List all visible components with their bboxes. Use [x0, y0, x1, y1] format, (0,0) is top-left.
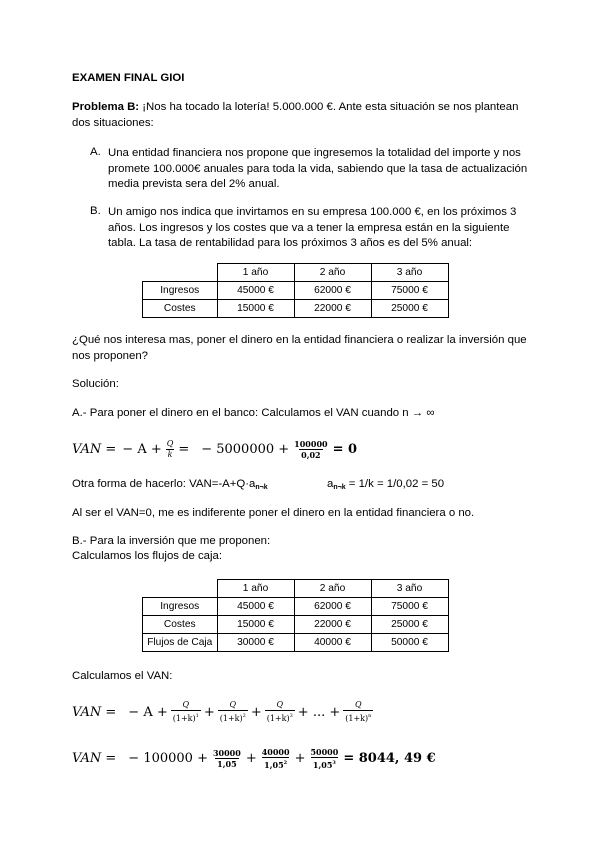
option-b-text: Un amigo nos indica que invirtamos en su empresa 100.000 €, en los próximos 3 años. Los ingresos y los costes que va a tener la empresa están en la siguiente tabla. La tasa de rentabilidad para los próximos 3 años es del 5% anual: — [108, 206, 517, 249]
table-corner — [143, 580, 218, 598]
table-cell: 62000 € — [294, 598, 371, 616]
problem-label: Problema B: — [72, 101, 140, 113]
table-cell: 25000 € — [371, 300, 448, 318]
table-cell: Ingresos — [143, 598, 218, 616]
option-a-marker: A. — [90, 146, 101, 158]
table-row — [143, 598, 449, 616]
table-cell: 45000 € — [217, 282, 294, 300]
van-label: Calculamos el VAN: — [72, 670, 173, 682]
van-general-equation: VAN = − A + $\frac{Q}{(1+k)^1}$ + $\frac{Q}{(1+k)^2}$ + $\frac{Q}{(1+k)^3}$ + ... + $\frac{Q}{(1+k)^n}$ — [72, 700, 372, 723]
van-numeric-equation: VAN = − 100000 + $\frac{30000}{1,05}$ + $\frac{40000}{1,05^2}$ + $\frac{50000}{1,05^3}$ = 8044, 49 € — [72, 746, 436, 770]
eq-result: = 0 — [332, 441, 358, 457]
eq-sign: = — [178, 441, 190, 457]
table-row — [143, 634, 449, 652]
problem-text: ¡Nos ha tocado la lotería! 5.000.000 €. Ante esta situación se nos plantean dos situaciones: — [72, 101, 519, 129]
term-1-fraction: $\frac{Q}{(1+k)^1}$ — [172, 700, 199, 723]
table-row — [143, 300, 449, 318]
table-header: 2 año — [294, 580, 371, 598]
table-cell: 50000 € — [371, 634, 448, 652]
q-over-k-fraction: $\frac{Q}{k}$ — [166, 438, 174, 459]
eq-lhs: VAN = — [72, 441, 117, 457]
table-corner — [143, 264, 218, 282]
part-a-intro: A.- Para poner el dinero en el banco: Calculamos el VAN cuando n → ∞ — [72, 407, 435, 419]
table-cell: 62000 € — [294, 282, 371, 300]
table-cell: 15000 € — [217, 616, 294, 634]
table-cell: 25000 € — [371, 616, 448, 634]
eq-term: − 5000000 + — [201, 441, 290, 457]
table-header-row — [143, 264, 449, 282]
part-a-conclusion: Al ser el VAN=0, me es indiferente poner el dinero en la entidad financiera o no. — [72, 507, 475, 519]
solution-label: Solución: — [72, 378, 119, 390]
term-3-fraction: $\frac{Q}{(1+k)^3}$ — [266, 700, 293, 723]
option-b-marker: B. — [90, 205, 101, 217]
table-cell: 75000 € — [371, 598, 448, 616]
table-cell: 15000 € — [217, 300, 294, 318]
table-row — [143, 282, 449, 300]
table-cell: Costes — [143, 300, 218, 318]
term-n-fraction: $\frac{Q}{(1+k)^n}$ — [345, 700, 372, 723]
part-b-intro: B.- Para la inversión que me proponen: — [72, 535, 271, 547]
table-cell: Ingresos — [143, 282, 218, 300]
table-cell: 22000 € — [294, 300, 371, 318]
option-a-text: Una entidad financiera nos propone que ingresemos la totalidad del importe y nos promete 100.000€ anuales para toda la vida, sabiendo que la tasa de actualización media prevista sera del 2% anual. — [108, 147, 528, 190]
term-2-fraction: $\frac{Q}{(1+k)^2}$ — [219, 700, 246, 723]
question: ¿Qué nos interesa mas, poner el dinero en la entidad financiera o realizar la inversión que nos proponen? — [72, 334, 527, 362]
van-equation-a — [72, 436, 357, 462]
eq-term: − A + — [122, 441, 162, 457]
table-cell: 75000 € — [371, 282, 448, 300]
cash-flow-table — [142, 579, 449, 652]
exam-title: EXAMEN FINAL GIOI — [72, 72, 185, 84]
alt-method: Otra forma de hacerlo: $VAN=-A+Q\cdot a_{n\neg k}$ — [72, 478, 268, 491]
flow-2-fraction: $\frac{40000}{1,05^2}$ — [261, 746, 290, 770]
table-cell: 45000 € — [217, 598, 294, 616]
table-cell: 30000 € — [217, 634, 294, 652]
table-cell: Flujos de Caja — [143, 634, 218, 652]
annuity-factor: $a_{n\neg k} = 1/k = 1/0,02 = 50$ — [327, 478, 445, 491]
table-cell: 22000 € — [294, 616, 371, 634]
problem-statement — [72, 100, 527, 131]
table-header: 1 año — [217, 264, 294, 282]
income-cost-table — [142, 263, 449, 318]
table-header: 1 año — [217, 580, 294, 598]
flow-1-fraction: $\frac{30000}{1,05}$ — [212, 747, 241, 769]
table-row — [143, 616, 449, 634]
perpetuity-fraction: $\frac{100000}{0,02}$ — [294, 438, 328, 460]
flow-3-fraction: $\frac{50000}{1,05^3}$ — [310, 746, 339, 770]
table-header: 2 año — [294, 264, 371, 282]
table-header: 3 año — [371, 580, 448, 598]
van-result: = 8044, 49 € — [343, 750, 436, 766]
table-cell: 40000 € — [294, 634, 371, 652]
table-header-row — [143, 580, 449, 598]
part-b-subintro: Calculamos los flujos de caja: — [72, 550, 223, 562]
table-header: 3 año — [371, 264, 448, 282]
table-cell: Costes — [143, 616, 218, 634]
